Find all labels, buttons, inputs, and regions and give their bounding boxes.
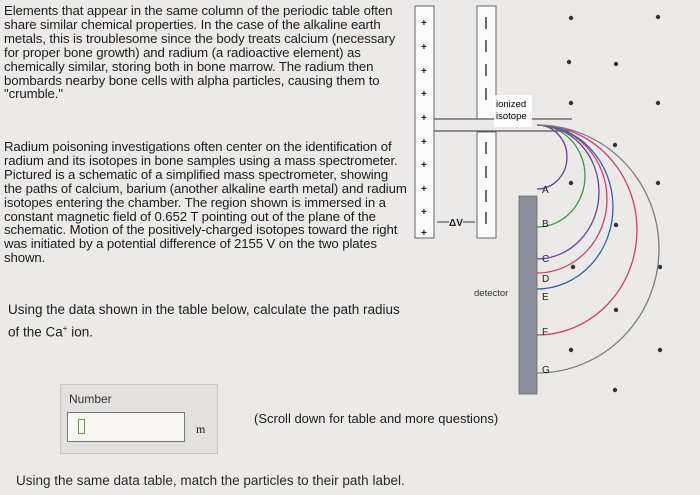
path-label-a: A <box>542 185 549 196</box>
spectrometer-paragraph: Radium poisoning investigations often center on the identification of radium and its isotopes in bone samples using a mass spectrometer. Pictured is a schematic of a simplified mass spectrometer, showing the paths of calcium, barium (another alkaline earth metal) and radium isotopes entering the chamber. The region shown is immersed in a constant magnetic field of 0.652 T pointing out of the plane of the schematic. Motion of the positively-charged isotopes toward the right was initiated by a potential difference of 2155 V on the two plates shown. <box>4 139 407 266</box>
next-question-text: Using the same data table, match the particles to their path label. <box>16 473 405 488</box>
ion-paths <box>537 125 659 373</box>
intro-paragraph: Elements that appear in the same column of the periodic table often share similar chemical properties. In the case of the alkaline earth metals, this is troublesome since the body treats calcium (necessary for proper bone growth) and radium (a radioactive element) as chemically similar, storing both in bone marrow. The radium then bombards nearby bone cells with alpha particles, causing them to "crumble." <box>4 3 396 102</box>
detector <box>519 196 537 394</box>
svg-text:+: + <box>421 160 427 171</box>
path-label-e: E <box>542 292 549 303</box>
svg-text:+: + <box>421 18 427 29</box>
path-label-d: D <box>542 274 550 285</box>
path-label-g: G <box>542 365 550 376</box>
magnetic-field-dots <box>567 15 662 392</box>
voltage-marker <box>437 218 475 229</box>
question-text-after: ion. <box>67 324 93 340</box>
svg-text:+: + <box>421 89 427 100</box>
ion-charge-superscript: + <box>62 324 68 333</box>
svg-text:+: + <box>421 207 427 218</box>
answer-unit: m <box>196 422 206 436</box>
path-label-b: B <box>542 219 549 230</box>
path-f <box>537 125 637 335</box>
scroll-note: (Scroll down for table and more questions) <box>254 411 499 426</box>
svg-text:+: + <box>421 113 427 124</box>
path-label-f: F <box>542 327 549 338</box>
detector-label: detector <box>474 288 509 299</box>
svg-text:+: + <box>421 66 427 77</box>
ionized-isotope-label <box>494 95 532 127</box>
answer-label: Number <box>69 392 112 406</box>
svg-text:isotope: isotope <box>496 111 527 122</box>
svg-text:+: + <box>421 42 427 53</box>
svg-text:+: + <box>421 137 427 148</box>
voltage-label: ΔV <box>449 218 463 229</box>
svg-text:+: + <box>421 184 427 195</box>
svg-text:+: + <box>421 228 427 239</box>
svg-text:ionized: ionized <box>496 99 527 110</box>
question-text-before: Using the data shown in the table below, calculate the path radius of the Ca <box>8 302 400 340</box>
path-label-c: C <box>542 254 550 265</box>
path-labels <box>542 185 550 376</box>
path-a <box>537 125 567 189</box>
path-d <box>537 125 607 273</box>
